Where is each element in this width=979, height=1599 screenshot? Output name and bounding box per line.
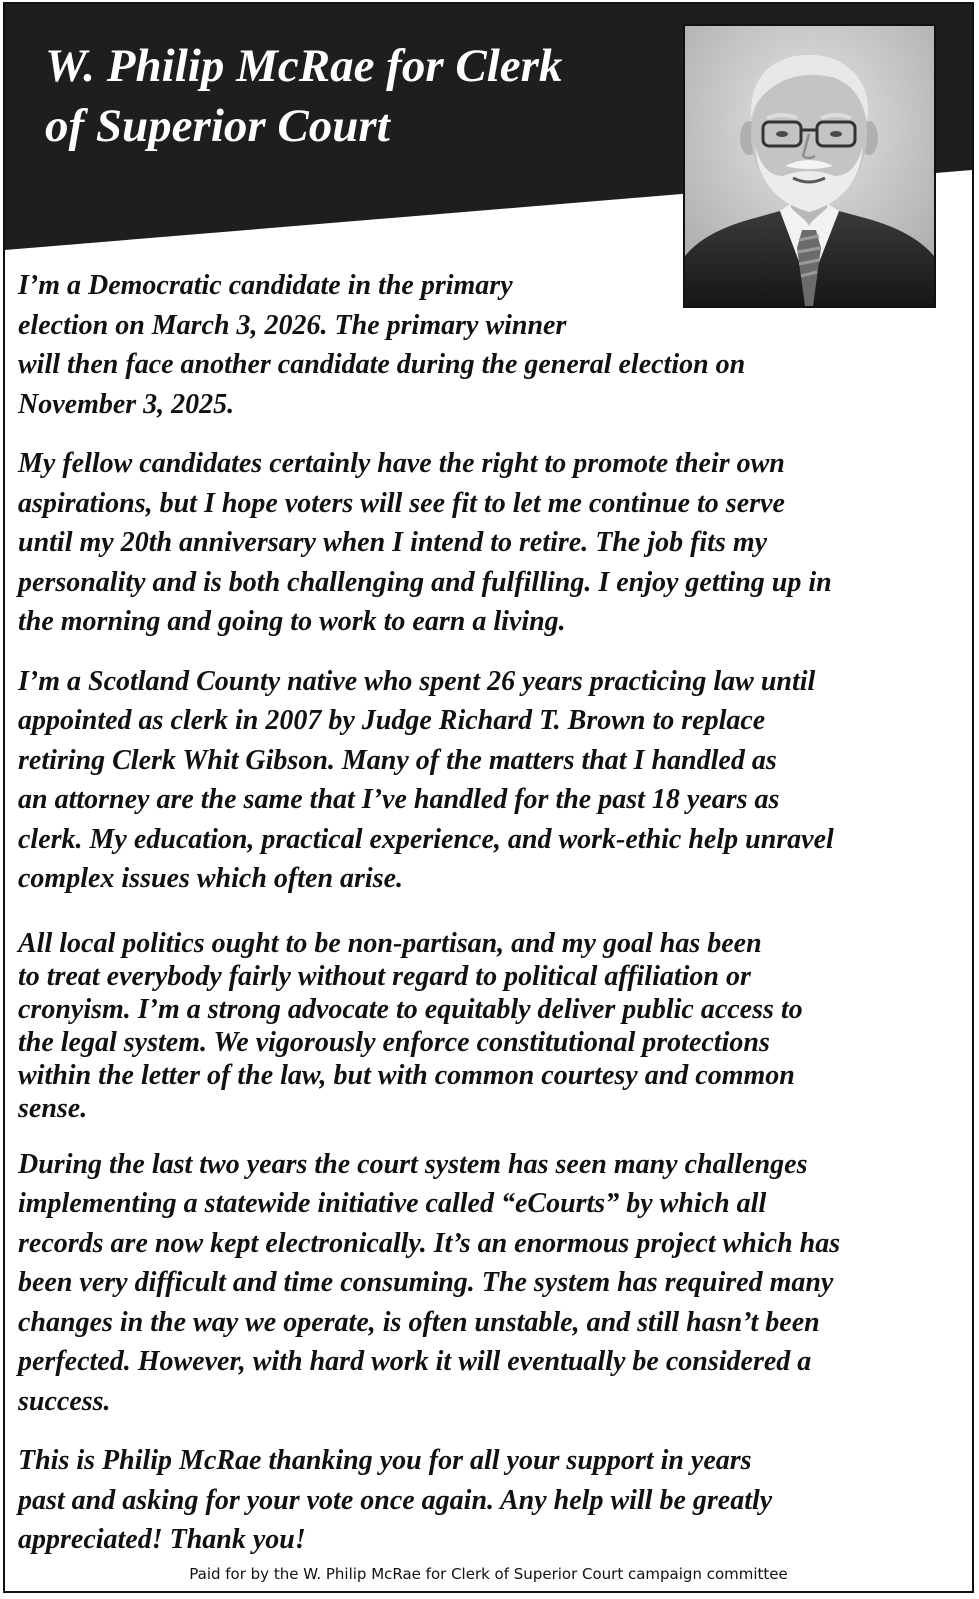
text-line: success. [18, 1385, 111, 1417]
paid-for-disclaimer: Paid for by the W. Philip McRae for Clerk of Superior Court campaign committee [189, 1565, 788, 1583]
text-line: personality and is both challenging and fulfilling. I enjoy getting up in [18, 566, 832, 598]
text-line: will then face another candidate during the general election on [18, 349, 746, 380]
text-line: I’m a Scotland County native who spent 26 years practicing law until [18, 665, 816, 697]
text-line: cronyism. I’m a strong advocate to equitably deliver public access to [18, 993, 803, 1025]
paragraph-ecourts [18, 1145, 958, 1422]
text-line: November 3, 2025. [18, 388, 235, 420]
text-line: This is Philip McRae thanking you for all your support in years [18, 1445, 752, 1476]
headline [45, 36, 562, 156]
paragraph-nonpartisan [18, 927, 958, 1125]
headline-line-2: of Superior Court [45, 100, 390, 152]
text-line: All local politics ought to be non-partisan, and my goal has been [18, 927, 762, 959]
text-line: an attorney are the same that I’ve handled for the past 18 years as [18, 784, 780, 815]
text-line: changes in the way we operate, is often unstable, and still hasn’t been [18, 1306, 820, 1338]
paragraph-thanks [18, 1441, 958, 1560]
text-line: election on March 3, 2026. The primary winner [18, 309, 567, 341]
text-line: been very difficult and time consuming. The system has required many [18, 1267, 834, 1298]
campaign-ad [3, 2, 974, 1593]
text-line: perfected. However, with hard work it will eventually be considered a [18, 1346, 812, 1377]
text-line: retiring Clerk Whit Gibson. Many of the matters that I handled as [18, 744, 777, 776]
text-line: sense. [18, 1092, 88, 1124]
text-line: aspirations, but I hope voters will see fit to let me continue to serve [18, 487, 785, 519]
text-line: to treat everybody fairly without regard to political affiliation or [18, 960, 751, 992]
text-line: During the last two years the court system has seen many challenges [18, 1148, 808, 1180]
candidate-portrait-icon [685, 26, 934, 306]
headline-line-1: W. Philip McRae for Clerk [45, 40, 563, 92]
paragraph-background [18, 662, 958, 899]
text-line: appreciated! Thank you! [18, 1524, 306, 1555]
ad-body [18, 266, 958, 1580]
text-line: until my 20th anniversary when I intend to retire. The job fits my [18, 527, 768, 558]
text-line: complex issues which often arise. [18, 863, 404, 894]
text-line: the legal system. We vigorously enforce constitutional protections [18, 1026, 770, 1058]
text-line: clerk. My education, practical experience, and work-ethic help unravel [18, 823, 834, 855]
text-line: My fellow candidates certainly have the right to promote their own [18, 448, 785, 479]
text-line: past and asking for your vote once again. Any help will be greatly [18, 1484, 773, 1516]
text-line: I’m a Democratic candidate in the primary [18, 270, 513, 301]
text-line: records are now kept electronically. It’s an enormous project which has [18, 1227, 841, 1259]
paragraph-aspirations [18, 444, 958, 642]
paragraph-intro [18, 266, 958, 424]
text-line: implementing a statewide initiative called “eCourts” by which all [18, 1188, 767, 1219]
text-line: appointed as clerk in 2007 by Judge Richard T. Brown to replace [18, 705, 766, 736]
text-line: within the letter of the law, but with common courtesy and common [18, 1059, 795, 1091]
text-line: the morning and going to work to earn a living. [18, 606, 566, 637]
